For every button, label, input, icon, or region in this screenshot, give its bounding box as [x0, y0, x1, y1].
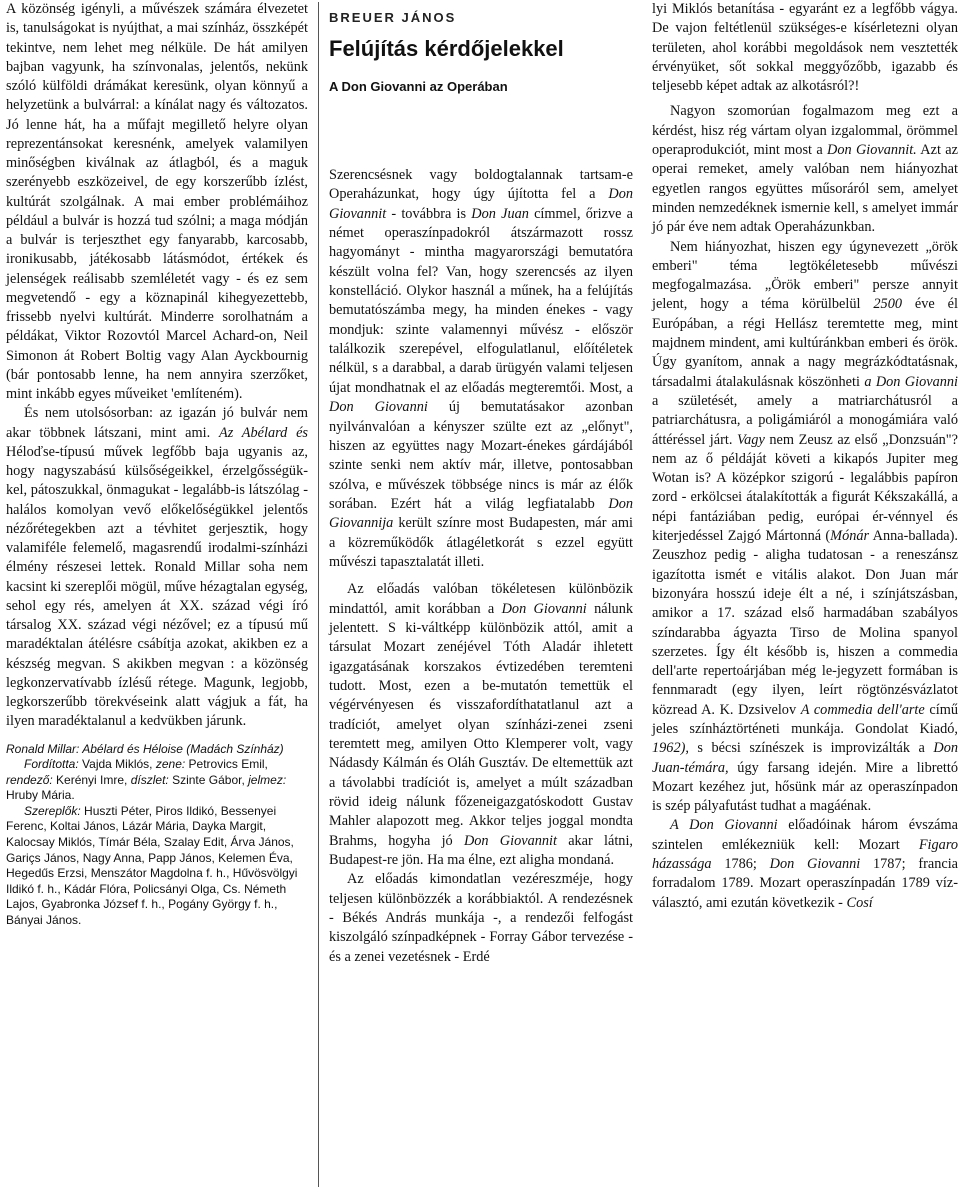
italic-run: A commedia dell'arte	[800, 701, 925, 718]
mid-paragraph-3: Az előadás kimondatlan vezéreszméje, hogy teljesen különbözzék a korábbiaktól. A rendezésnek - Békés András munkája -, a rendezői felfogást kiszolgáló színpadképnek - Forray Gábor tervezése - és a zenei vezetésnek - Erdé	[329, 871, 633, 965]
left-column	[6, 0, 308, 929]
italic-run: 1962),	[652, 740, 689, 757]
text-run: akar látni, Budapest-re jön. Ha ma élne, ezt aligha mondaná.	[329, 832, 633, 869]
text-run: 1787; francia forradalom 1789. Mozart operaszínpadán 1789 víz-választó, ami ezután következik -	[652, 856, 959, 911]
text-run: úgy farsang idején. Mire a librettó Mozart kezéhez jut, hősünk már az operaszínpadon is szép pályafutást tudhat a magáénak.	[652, 759, 958, 815]
value: Petrovics Emil,	[185, 757, 268, 772]
label: zene:	[155, 757, 186, 772]
article-headline: Felújítás kérdőjelekkel	[329, 36, 564, 62]
italic-run: Don Giovanni	[769, 856, 861, 873]
right-paragraph-2	[652, 102, 958, 237]
italic-run: Don Juan	[471, 205, 529, 222]
italic-run: 2500	[873, 296, 902, 313]
text-run: éve él Európában, a régi Hellász teremtette meg, mint majdnem mindent, ami kultúránkban emberi és örök. Úgy gyanítom, annak a nagy megrázkódtatásnak, társadalmi átalakulásnak köszönheti	[652, 296, 958, 390]
text-run: s bécsi színészek is improvizálták a	[688, 740, 934, 757]
italic-run: Don Giovannit.	[827, 142, 917, 159]
text-run: Szerencsésnek vagy boldogtalannak tartsam-e Operaházunkat, hogy úgy újította fel a	[329, 167, 633, 203]
italic-run: Don Giovannit	[329, 186, 633, 222]
spacer	[329, 96, 633, 166]
italic-run: Cosí	[846, 894, 873, 911]
production-credits	[6, 742, 308, 929]
right-paragraph-4	[652, 816, 958, 912]
text-run: című jeles színháztörténeti munkája. Gondolat Kiadó,	[652, 701, 958, 737]
italic-run: Figaro házassága	[652, 836, 958, 873]
label: Fordította:	[24, 757, 79, 772]
text-run: címmel, őrizve a német operaszínpadokról átszármazott rossz hagyományt - mintha magyarországi bemutatóra készült volna fel? Van, hogy szerencsés az ilyen konstelláció. Olykor használ a műnek, ha a felújítás bemutatószámba megy, ha minden énekes - vagy mondjuk: szinte valamennyi művész - először találkozik szerepével, elfogulatlanul, előítéletek nélkül, s a darabbal, a darab ürügyén valami teljesen újat mondhatnak el az előadás megteremtői. Most, a	[329, 205, 633, 396]
text-run: Anna-ballada). Zeuszhoz pedig - aligha tudatosan - a reneszánsz igazította ismét e vitális alakot. Don Juan már bizonyára hosszú ideje élt a né, i színjátszásban, amikor a 17. század első harmadában szabályos színdarabba ágyazta Tirso de Molina spanyol szerzetes. Így élt később is, hiszen a commedia dell'arte repertoárjában még le-jegyzett formában is fennmaradt (egy ilyen, leírt rögtönzésvázlatot közread A. K. Dzsivelov	[652, 528, 958, 718]
text-run: nálunk jelentett. S ki-váltképp különbözik attól, amit a társulat Mozart zenéjével Tóth Aladár ihletett igazgatásának korszakos évtizedében teremteni tudott. Most, ezen a be-mutatón temettük el végérvényesen és visszafordíthatatlanul azt a tradíciót, amelyet olyan színházi-zenei zseni teremtett meg, amilyen Otto Klemperer volt, vagy Nádasdy Kálmán és Oláh Gusztáv. De eltemettük azt a távolabbi tradíciót is, amelyet a múlt században rövid ideig nálunk főzeneigazgatóskodott Gustav Mahler alapozott meg. Akkor teljes joggal mondta Brahms, hogyha jó	[329, 600, 633, 849]
value: Huszti Péter, Piros Ildikó, Bessenyei Ferenc, Koltai János, Lázár Mária, Dayka Margit, Kalocsay Miklós, Tímár Béla, Szalay Edit, Árva János, Gariçs János, Nagy Anna, Papp János, Kelemen Éva, Hegedűs Erzsi, Menszátor Magdolna f. h., Hűvösvölgyi Ildikó f. h., Kádár Flóra, Policsányi Olga, Cs. Németh Lajos, Gyabronka József f. h., Pogány György f. h., Bányai János.	[6, 803, 298, 928]
value: Szinte Gábor,	[168, 772, 249, 787]
text-run: előadóinak három évszáma szintelen emlékezniük kell: Mozart	[652, 817, 958, 853]
value: Vajda Miklós,	[78, 757, 156, 772]
italic-run: Vagy	[737, 431, 765, 448]
article-author: BREUER JÁNOS	[329, 10, 457, 25]
column-divider	[318, 2, 319, 1187]
text-run: Nagyon szomorúan fogalmazom meg ezt a kérdést, hisz rég vártam olyan izgalommal, örömmel operaprodukciót, mint most a	[652, 103, 958, 159]
left-paragraph-1: A közönség igényli, a művészek számára élvezetet is, tanulságokat is nyújthat, a mai színház, összképét tekintve, nem lehet meg nélküle. De hát amilyen bajban vagyunk, ha színvonalas, jelentős, nekünk szóló külföldi drámákat keresünk, olyan könnyű a helyzetünk a bulvárral: a kínálat nagy és változatos. Jó lenne hát, ha a műfajt megillető helyre olyan reprezentánsokat keresnénk, amelyek valamilyen minőségben kiválnak az átlagból, és a maguk szerényebb eszközeivel, de egy korszerűbb ízlést, kultúrát szolgálnak. A mai ember problémáihoz például a bulvár is hozzá tud szólni; a maga módján a bulvár is terjeszthet egy fanyarabb, karcosabb, ironikusabb, játékosabb látásmódot, értékek és jelenségek reálisabb szemléletét vagy - és ez sem megvetendő - egy a köznapinál kihegyezettebb, frissebb nyelvi kultúrát. Minderre sorolhatnám a példákat, Viktor Rozovtól Marcel Achard-on, Neil Simonon át Robert Boltig vagy Alan Ayckbournig (bár pontosabb lenne, ha nem annyira szerzőket, mint inkább egyes műveiket 'említeném).	[6, 1, 308, 402]
italic-run: a Don Giovanni	[864, 373, 958, 390]
text-run: új bemutatásakor azonban nyilvánvalóan a kényszer szülte ezt az „előnyt", hiszen az együttes nagy Mozart-énekes gárdájából szinte senki nem aktív már, illetve, pontosabban szólva, e művészek többsége nincs is már az élők sorában. Ezért hát a világ legfiatalabb	[329, 399, 633, 512]
text-run: És nem utolsósorban: az igazán jó bulvár nem akar többnek látszani, mint ami.	[6, 405, 308, 441]
value: Kerényi Imre,	[52, 772, 131, 787]
text-run: került színre most Budapesten, már ami a közreműködők átlagéletkorát s ezzel együtt művészi tapasztalatát illeti.	[329, 515, 633, 570]
label: Szereplők:	[24, 803, 81, 818]
text-run: - továbbra is	[386, 205, 472, 222]
italic-run: Don Giovanni	[501, 600, 587, 617]
italic-run: Don Giovannit	[463, 832, 557, 849]
text-run: 1786;	[711, 856, 770, 873]
italic-run: Don Giovanni	[329, 399, 428, 416]
mid-paragraph-2	[329, 580, 633, 870]
right-paragraph-1: lyi Miklós betanítása - egyaránt ez a legfőbb vágya. De vajon feltétlenül szükséges-e kísérletezni olyan területen, ahol korábbi megoldások nem vesztették érvényüket, sőt sokkal meggyőzőbb, igazabb és teljesebb képet adtak az alkotásról?!	[652, 1, 958, 95]
label: rendező:	[6, 772, 53, 787]
text-run: a születését, amely a matriarchátusról a patriarchátusra, a poligámiáról a monogámiára való áttéréssel járt.	[652, 392, 958, 448]
text-run: Azt az operai remeket, amely valóban nem hiányozhat egyetlen rangos együttes műsoráról sem, amelyet minden nemzedéknek ismernie kell, s amelyet immár jó pár éve nem adtak Operaházunkban.	[652, 142, 958, 236]
right-column	[652, 0, 958, 913]
text-run: nem Zeusz az első „Donzsuán"? nem az ő példáját követi a kikapós Jupiter meg Wotan is? A középkor szigorú - legalábbis papíron zord - erkölcsei átalakították a figurát Kékszakállá, a népi fantáziában pedig, európai ér-vénnyel és kiterjedéssel Zajgó Mártonná (	[652, 431, 958, 545]
credits-staff	[6, 757, 308, 804]
italic-run: Mónár	[830, 528, 870, 545]
right-paragraph-3	[652, 238, 958, 817]
article-subheadline: A Don Giovanni az Operában	[329, 78, 508, 94]
italic-run: Az Abélard és	[218, 424, 308, 441]
label: jelmez:	[248, 772, 287, 787]
mid-paragraph-1	[329, 166, 633, 572]
credits-cast	[6, 804, 308, 929]
left-paragraph-2	[6, 404, 308, 731]
label: díszlet:	[130, 772, 169, 787]
text-run: Az előadás valóban tökéletesen különbözik mindattól, amit korábban a	[329, 581, 633, 617]
credits-title	[6, 742, 308, 758]
value: Hruby Mária.	[6, 788, 75, 803]
text-run: Héloďse-típusú művek legfőbb baja ugyanis az, hogy nagyszabású külsőségeikkel, érzelgősségük-kel, pátoszukkal, önmagukat - legalább-is látszólag - halálos komolyan vevő előkelőségükkel jelentős nézőrétegekben azt a tévhitet gerjesztik, hogy valamiféle felemelő, magasrendű irodalmi-színházi élmény részesei lettek. Ronald Millar soha nem kacsint ki szereplői mögül, műve hézagtalan egység, sehol egy rés, amelyen át XX. század végi író társalog XX. század végi nézővel; ez a típusú mű maradéktalan átélésre csábítja azokat, akikben ez a készség megvan. S akikben megvan : a közönség legkonzervatívabb ízlésű rétege. Magunk, legjobb, legkorszerűbb törekvéseink alatt vágjuk a fát, ha ilyen maradéktalanul a kedvükben járunk.	[6, 443, 308, 730]
middle-column	[329, 0, 633, 967]
italic-run: Don Juan-témára,	[652, 740, 958, 776]
italic-run: A Don Giovanni	[670, 817, 778, 834]
italic-run: Don Giovannija	[329, 495, 633, 532]
text-run: Nem hiányozhat, hiszen egy úgynevezett „örök emberi" téma legtökéletesebb művészi megfogalmazása. „Örök emberi" persze annyit jelent, hogy a téma körülbelül	[652, 238, 958, 313]
italic-run: Ronald Millar: Abélard és Héloise (Madách Színház)	[6, 741, 284, 756]
